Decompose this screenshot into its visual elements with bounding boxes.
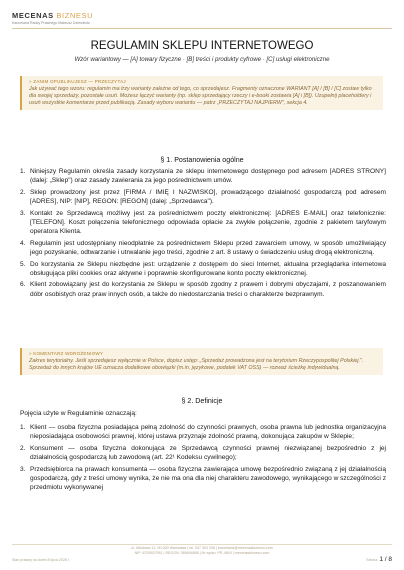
section-2-lead: Pojęcia użyte w Regulaminie oznaczają: <box>20 410 137 417</box>
publish-note-body: Jak używać tego wzoru: regulamin ma trzy warianty zależne od tego, co sprzedajesz. Fragmenty oznaczone WARIANT [A] / [B] / [C] zostaw tylko dla swojej sprzedaży, pozostałe usuń. Możesz łączyć warianty (np. sklep sprzedający rzeczy i e-booki zostawia [A] i [B]). Uzupełnij placeholdery i usuń wszystkie komentarze przed publikacją. Zasady wyboru wariantu — patrz „PRZECZYTAJ NAJPIERW", sekcja 4. <box>29 85 372 106</box>
brand-logo <box>12 11 93 20</box>
section-2-heading: § 2. Definicje <box>181 397 223 405</box>
document-subtitle: Wzór wariantowy — [A] towary fizyczne · [B] treści i produkty cyfrowe · [C] usługi elektroniczne <box>74 56 330 63</box>
publish-note <box>20 76 383 110</box>
implementation-note-heading: » KOMENTARZ WDROŻENIOWY <box>29 351 104 356</box>
implementation-note-body: Zakres terytorialny. Jeśli sprzedajesz wyłącznie w Polsce, dopisz ustęp: „Sprzedaż prowadzona jest na terytorium Rzeczypospolitej Polskiej.". Sprzedaż do innych krajów UE oznacza dodatkowe obowiązki (m.in. językowe, podatek VAT OSS) — rozważ ścieżkę indywidualną. <box>29 357 364 371</box>
document-title: REGULAMIN SKLEPU INTERNETOWEGO <box>90 40 314 52</box>
list-item: 3. Kontakt ze Sprzedawcą możliwy jest za pośrednictwem poczty elektronicznej: [ADRES E-MAIL] oraz telefonicznie: [TELEFON]. Koszt połączenia telefonicznego odpowiada opłacie za zwykłe połączenie, zgodnie z pakietem taryfowym operatora Klienta. <box>20 209 386 236</box>
publish-note-heading: » ZANIM OPUBLIKUJESZ — PRZECZYTAJ <box>29 79 126 84</box>
list-item: 6. Klient zobowiązany jest do korzystania ze Sklepu w sposób zgodny z prawem i dobrymi obyczajami, z poszanowaniem dóbr osobistych oraz praw innych osób, a także do niedostarczania treści o charakterze bezprawnym. <box>20 281 386 298</box>
section-1-heading: § 1. Postanowienia ogólne <box>160 156 244 164</box>
implementation-note <box>20 348 383 375</box>
list-item: 2. Konsument — osoba fizyczna dokonująca ze Sprzedawcą czynności prawnej niezwiązanej bezpośrednio z jej działalnością gospodarczą lub zawodową (art. 22¹ Kodeksu cywilnego); <box>20 444 386 462</box>
brand-main: MECENAS <box>12 11 54 20</box>
brand-accent: BIZNESU <box>56 11 94 20</box>
list-item: 3. Przedsiębiorca na prawach konsumenta — osoba fizyczna zawierająca umowę bezpośrednio związaną z jej działalnością gospodarczą, gdy z treści umowy wynika, że nie ma ona dla niej charakteru zawodowego, wynikającego w szczególności z przedmiotu wykonywanej <box>20 465 386 492</box>
page-number: Strona 1 / 8 <box>366 556 392 563</box>
footer-contact: ul. Miodowa 12, 00-000 Warszawa | tel. 537 303 208 | kancelaria@mecenasbiznesu.com <box>131 546 273 550</box>
list-item: 1. Klient — osoba fizyczna posiadająca pełną zdolność do czynności prawnych, osoba prawna lub jednostka organizacyjna nieposiadająca osobowości prawnej, której ustawa przyznaje zdolność prawną, dokonująca zakupów w Sklepie; <box>20 424 386 441</box>
header-divider <box>12 28 392 29</box>
list-item: 1. Niniejszy Regulamin określa zasady korzystania ze sklepu internetowego dostępnego pod adresem [ADRES STRONY] (dalej: „Sklep") oraz zasady zawierania za jego pośrednictwem umów. <box>20 168 386 185</box>
legal-status-date: Stan prawny na dzień 8 lipca 2026 r. <box>12 558 70 562</box>
section-1-list <box>20 167 386 301</box>
footer-divider <box>12 544 392 545</box>
brand-tagline: Kancelaria Radcy Prawnego Mateusz Dziewiecki <box>12 21 90 25</box>
list-item: 4. Regulamin jest udostępniany nieodpłatnie za pośrednictwem Sklepu przed zawarciem umowy, w sposób umożliwiający jego pozyskanie, odtwarzanie i utrwalanie jego treści, zgodnie z art. 8 ustawy o świadczeniu usług drogą elektroniczną. <box>20 239 386 257</box>
section-2-list <box>20 423 386 495</box>
list-item: 2. Sklep prowadzony jest przez [FIRMA / IMIĘ I NAZWISKO], prowadzącego działalność gospodarczą pod adresem [ADRES], NIP: [NIP], REGON: [REGON] (dalej: „Sprzedawca"). <box>20 188 386 206</box>
footer-registry: NIP: 8792637951 | REGON: 385694858 | Nr wpisu: PR-4604 | mecenasbiznesu.com <box>134 551 270 555</box>
list-item: 5. Do korzystania ze Sklepu niezbędne jest: urządzenie z dostępem do sieci Internet, aktualna przeglądarka internetowa obsługująca pliki cookies oraz aktywne i poprawnie skonfigurowane konto poczty elektronicznej. <box>20 260 386 278</box>
